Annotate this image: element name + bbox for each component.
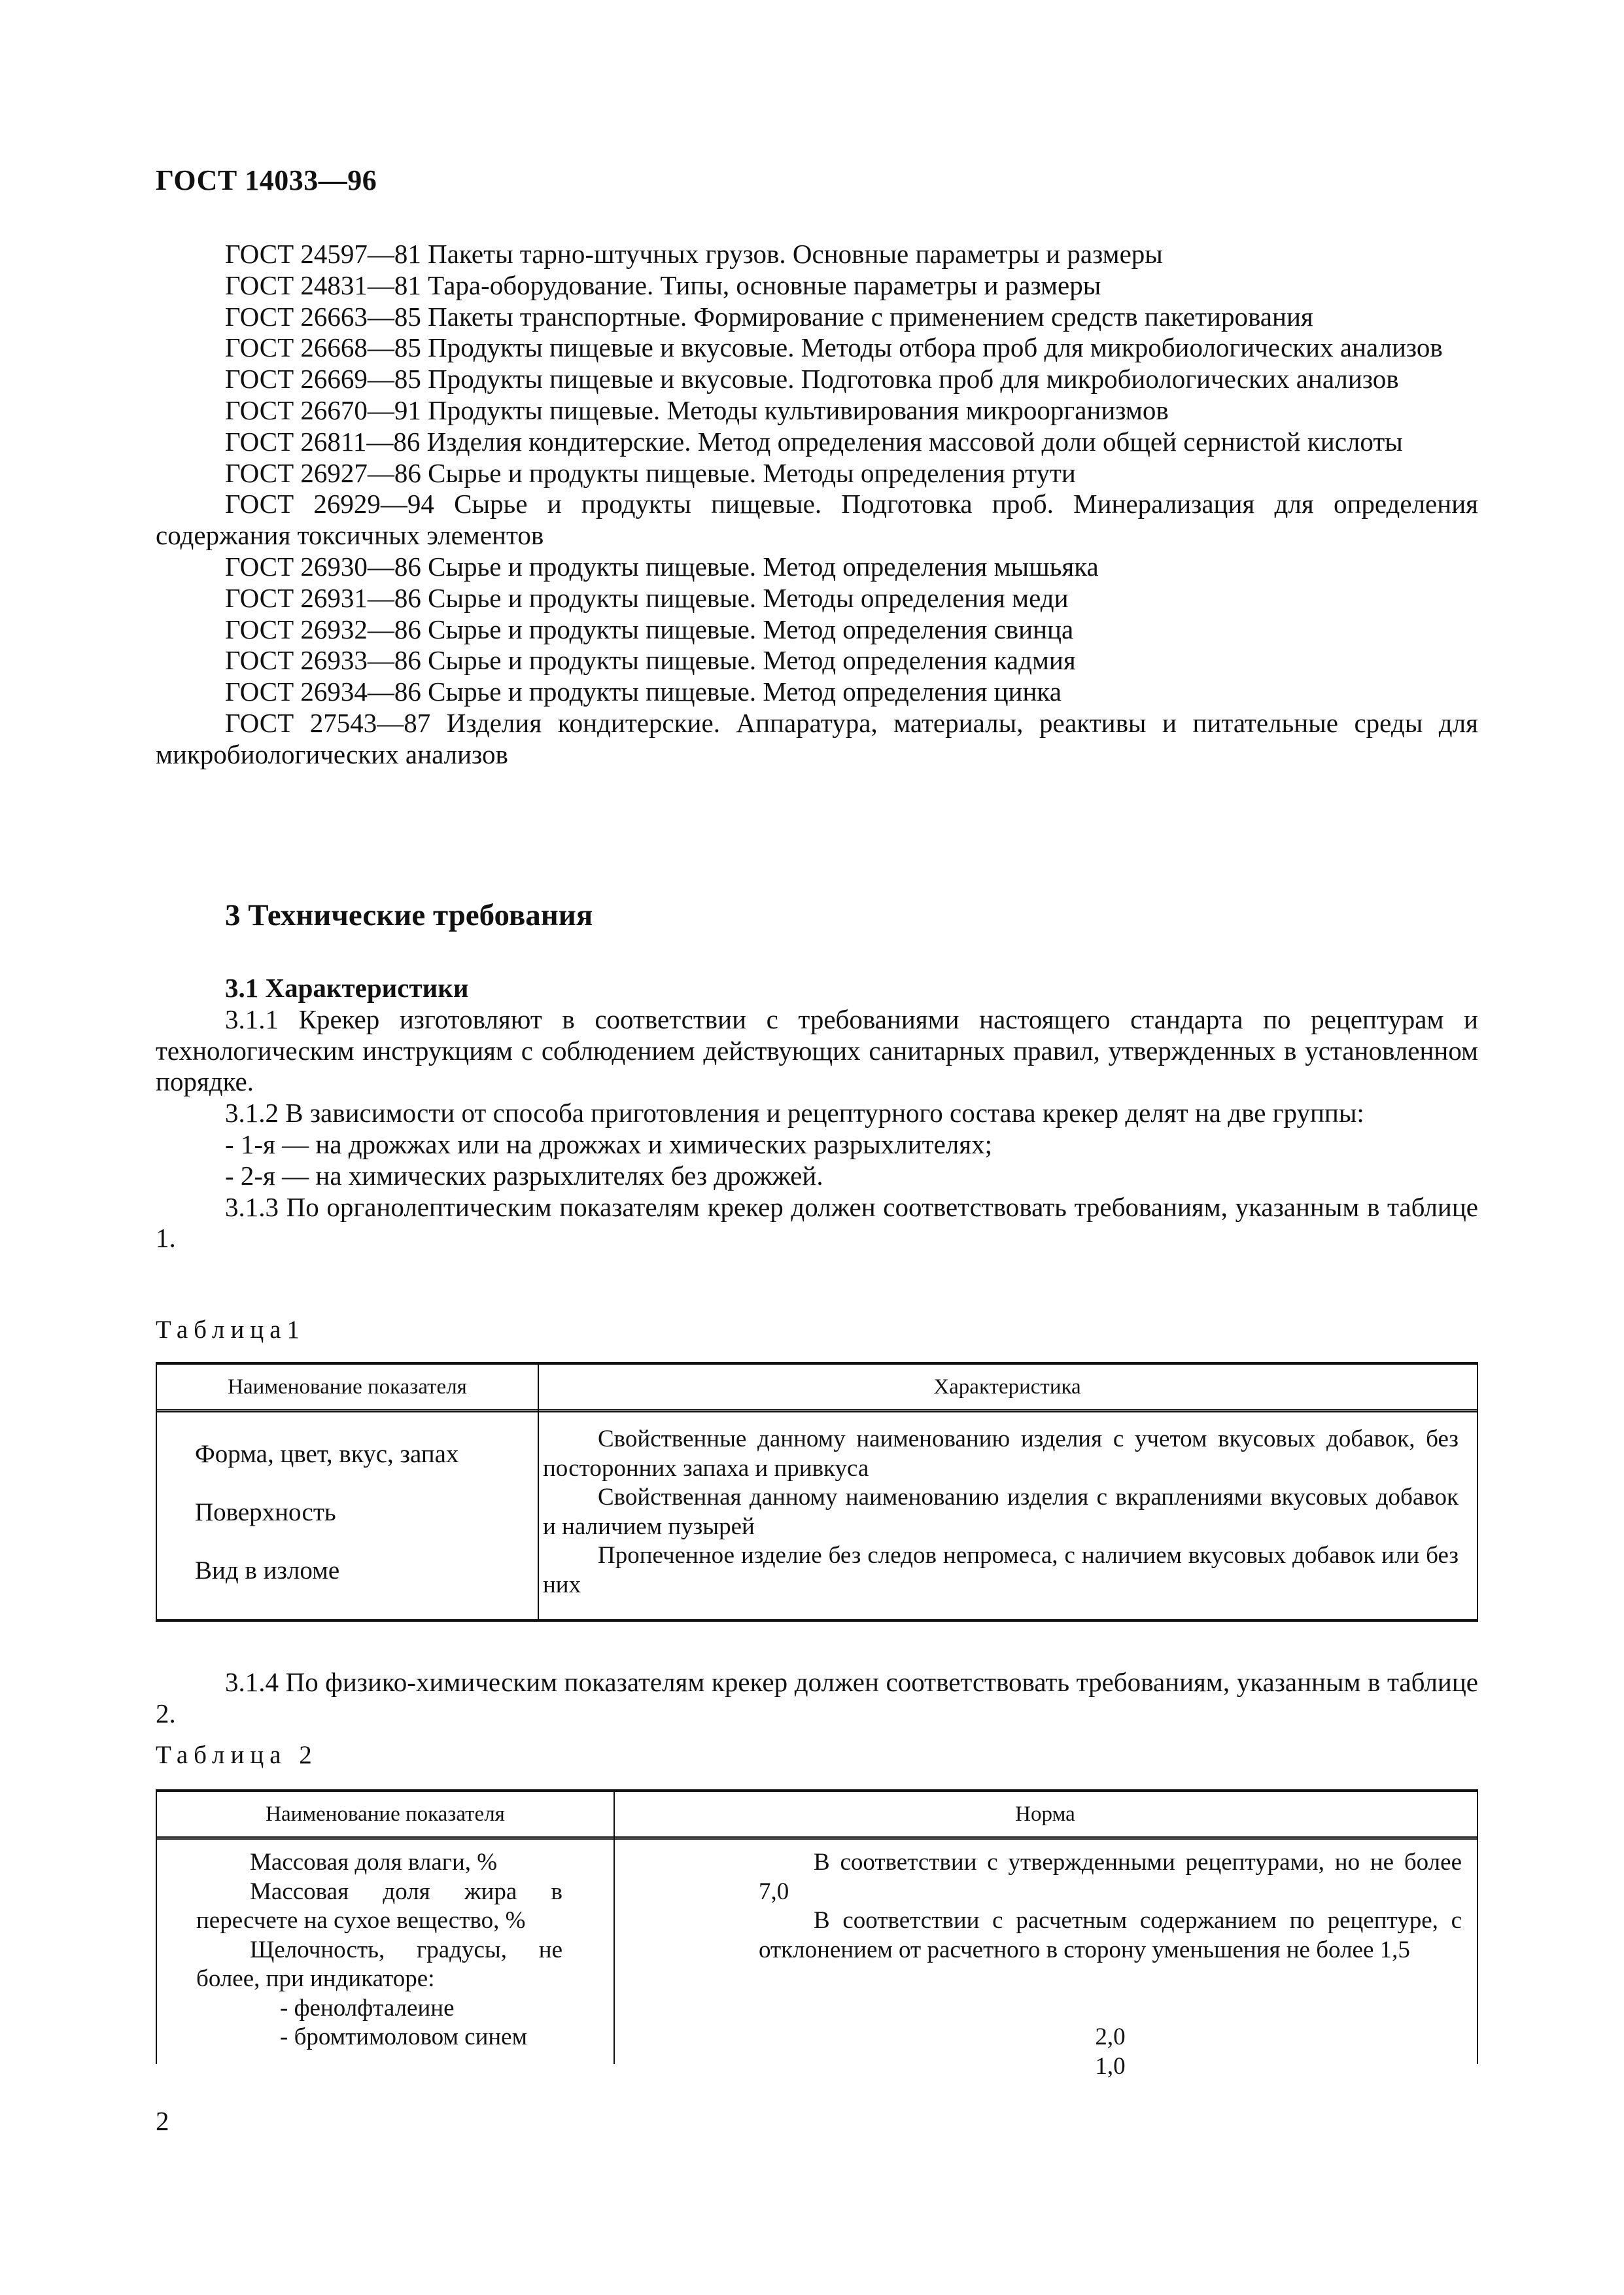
table-cell: Вид в изломе: [195, 1556, 340, 1585]
subsection-title: 3.1 Характеристики: [225, 973, 469, 1003]
table2-header-name: Наименование показателя: [266, 1802, 505, 1826]
section-title: 3 Технические требования: [225, 898, 593, 932]
reference-item: ГОСТ 24597—81 Пакеты тарно-штучных грузов. Основные параметры и размеры: [225, 239, 1163, 269]
table1-header-name: Наименование показателя: [228, 1375, 467, 1399]
page-number: 2: [156, 2106, 169, 2136]
reference-item: ГОСТ 26669—85 Продукты пищевые и вкусовые. Подготовка проб для микробиологических анализов: [225, 364, 1399, 394]
table-cell: Форма, цвет, вкус, запах: [195, 1440, 459, 1468]
section-body: [156, 973, 1478, 1254]
table-cell: 1,0: [1095, 2052, 1126, 2080]
reference-item: ГОСТ 24831—81 Тара-оборудование. Типы, основные параметры и размеры: [225, 270, 1101, 300]
reference-item: ГОСТ 26929—94 Сырье и продукты пищевые. Подготовка проб. Минерализация для определения содержания токсичных элементов: [156, 489, 1478, 551]
paragraph-3-1-2: 3.1.2 В зависимости от способа приготовления и рецептурного состава крекер делят на две группы:: [225, 1098, 1364, 1129]
table2-header-value: Норма: [1015, 1802, 1075, 1826]
reference-item: ГОСТ 26670—91 Продукты пищевые. Методы культивирования микроорганизмов: [225, 394, 1169, 425]
table-cell: В соответствии с расчетным содержанием по рецептуре, с отклонением от расчетного в сторону уменьшения не более 1,5: [759, 1907, 1462, 1963]
table2-header: [157, 1792, 1477, 1840]
reference-item: ГОСТ 26933—86 Сырье и продукты пищевые. Метод определения кадмия: [225, 645, 1076, 676]
table-cell: Свойственная данному наименованию изделия с вкраплениями вкусовых добавок и наличием пузырей: [543, 1484, 1459, 1540]
list-item: - 1-я — на дрожжах или на дрожжах и химических разрыхлителях;: [225, 1129, 993, 1159]
table1: [156, 1362, 1478, 1622]
reference-item: ГОСТ 26930—86 Сырье и продукты пищевые. Метод определения мышьяка: [225, 551, 1099, 582]
table1-caption: Таблица1: [156, 1316, 306, 1344]
table2-caption: Таблица 2: [156, 1741, 318, 1769]
reference-item: ГОСТ 26663—85 Пакеты транспортные. Формирование с применением средств пакетирования: [225, 301, 1313, 332]
table-cell: Поверхность: [195, 1498, 336, 1526]
table1-column-divider: [538, 1365, 539, 1619]
table-cell: - бромтимоловом синем: [280, 2023, 528, 2050]
reference-item: ГОСТ 26931—86 Сырье и продукты пищевые. Методы определения меди: [225, 582, 1069, 613]
table-cell: В соответствии с утвержденными рецептурами, но не более 7,0: [759, 1849, 1462, 1905]
table1-header-value: Характеристика: [933, 1375, 1081, 1399]
reference-item: ГОСТ 26811—86 Изделия кондитерские. Метод определения массовой доли общей сернистой кислоты: [225, 426, 1403, 457]
table2-column-divider: [613, 1792, 615, 2064]
table-cell: Пропеченное изделие без следов непромеса, с наличием вкусовых добавок или без них: [543, 1542, 1459, 1598]
table-cell: Массовая доля жира в пересчете на сухое вещество, %: [196, 1878, 562, 1934]
table-cell: 2,0: [1095, 2023, 1126, 2050]
table1-names: [195, 1425, 535, 1600]
section-body-continued: [156, 1667, 1478, 1730]
reference-item: ГОСТ 26932—86 Сырье и продукты пищевые. Метод определения свинца: [225, 614, 1074, 644]
paragraph-3-1-3: 3.1.3 По органолептическим показателям крекер должен соответствовать требованиям, указанным в таблице 1.: [156, 1191, 1478, 1253]
table-cell: Свойственные данному наименованию изделия с учетом вкусовых добавок, без посторонних запаха и привкуса: [543, 1426, 1459, 1482]
table2-names: [196, 1848, 562, 2052]
list-item: - 2-я — на химических разрыхлителях без дрожжей.: [225, 1160, 823, 1191]
table-cell: Щелочность, градусы, не более, при индикаторе:: [196, 1936, 562, 1992]
normative-references-list: [156, 239, 1478, 771]
reference-item: ГОСТ 26927—86 Сырье и продукты пищевые. Методы определения ртути: [225, 457, 1076, 488]
table2-values: [759, 1848, 1462, 2081]
table1-values: [543, 1425, 1459, 1600]
reference-item: ГОСТ 27543—87 Изделия кондитерские. Аппаратура, материалы, реактивы и питательные среды для микробиологических анализов: [156, 707, 1478, 769]
table1-header: [157, 1365, 1477, 1412]
paragraph-3-1-1: 3.1.1 Крекер изготовляют в соответствии с требованиями настоящего стандарта по рецептурам и технологическим инструкциям с соблюдением действующих санитарных правил, утвержденных в установленном порядке.: [156, 1004, 1478, 1097]
table-cell: [759, 1965, 1462, 2023]
reference-item: ГОСТ 26934—86 Сырье и продукты пищевые. Метод определения цинка: [225, 676, 1062, 707]
document-header: ГОСТ 14033—96: [156, 164, 377, 196]
table-cell: Массовая доля влаги, %: [250, 1849, 498, 1876]
table2: [156, 1789, 1478, 2080]
reference-item: ГОСТ 26668—85 Продукты пищевые и вкусовые. Методы отбора проб для микробиологических анализов: [225, 332, 1443, 363]
paragraph-3-1-4: 3.1.4 По физико-химическим показателям крекер должен соответствовать требованиям, указанным в таблице 2.: [156, 1667, 1478, 1728]
table-cell: - фенолфталеине: [280, 1994, 455, 2022]
